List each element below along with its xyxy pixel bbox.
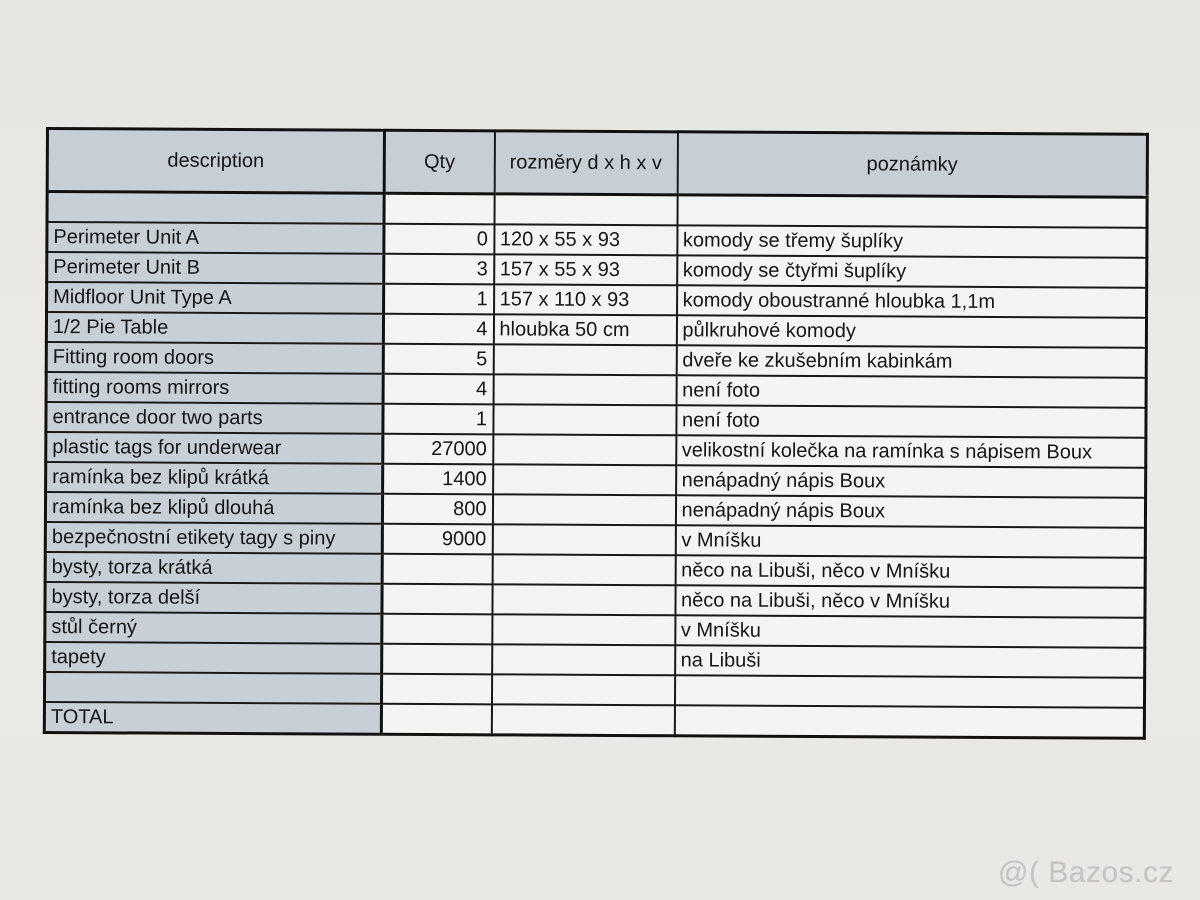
cell-qty xyxy=(382,554,492,585)
cell-description xyxy=(44,672,381,704)
cell-qty: 4 xyxy=(383,314,493,345)
cell-notes: něco na Libuši, něco v Mníšku xyxy=(675,555,1145,587)
cell-qty: 1 xyxy=(384,284,494,315)
cell-dimensions xyxy=(493,434,676,465)
cell-dimensions: 120 x 55 x 93 xyxy=(494,224,677,255)
cell-notes: není foto xyxy=(676,375,1146,407)
cell-description: ramínka bez klipů krátká xyxy=(46,462,383,494)
cell-description: tapety xyxy=(45,642,382,674)
cell-dimensions xyxy=(493,404,676,435)
cell-qty: 800 xyxy=(382,494,492,525)
cell-notes: komody se třemy šuplíky xyxy=(677,225,1147,257)
cell-description: ramínka bez klipů dlouhá xyxy=(45,492,382,524)
cell-notes: nenápadný nápis Boux xyxy=(676,465,1146,497)
watermark-text: @( Bazos.cz xyxy=(998,856,1174,889)
cell-notes: v Mníšku xyxy=(675,615,1145,647)
cell-qty: 4 xyxy=(383,374,493,405)
cell-dimensions xyxy=(492,644,675,675)
cell-description: TOTAL xyxy=(44,702,381,734)
header-qty: Qty xyxy=(384,130,494,194)
cell-notes: půlkruhové komody xyxy=(676,315,1146,347)
cell-notes: na Libuši xyxy=(675,645,1145,677)
cell-qty xyxy=(381,674,491,705)
cell-dimensions xyxy=(493,344,676,375)
cell-description: 1/2 Pie Table xyxy=(46,312,383,344)
cell-description: Midfloor Unit Type A xyxy=(47,282,384,314)
cell-description: bysty, torza krátká xyxy=(45,552,382,584)
cell-qty xyxy=(382,644,492,675)
cell-notes xyxy=(674,705,1144,738)
table-body xyxy=(44,192,1147,739)
cell-qty: 1 xyxy=(383,404,493,435)
cell-description: bezpečnostní etikety tagy s piny xyxy=(45,522,382,554)
cell-dimensions xyxy=(492,614,675,645)
cell-notes: komody se čtyřmi šuplíky xyxy=(677,255,1147,287)
cell-dimensions xyxy=(493,464,676,495)
cell-description: Perimeter Unit B xyxy=(47,252,384,284)
header-notes: poznámky xyxy=(677,132,1147,197)
header-row xyxy=(47,129,1147,198)
header-description: description xyxy=(47,129,384,194)
cell-qty xyxy=(381,704,491,735)
cell-dimensions xyxy=(494,194,677,225)
cell-description: bysty, torza delší xyxy=(45,582,382,614)
inventory-table xyxy=(43,127,1149,740)
cell-qty: 3 xyxy=(384,254,494,285)
cell-dimensions xyxy=(492,554,675,585)
cell-dimensions xyxy=(492,494,675,525)
cell-notes: v Mníšku xyxy=(675,525,1145,557)
cell-notes: nenápadný nápis Boux xyxy=(675,495,1145,527)
cell-qty: 9000 xyxy=(382,524,492,555)
cell-description: entrance door two parts xyxy=(46,402,383,434)
cell-notes: komody oboustranné hloubka 1,1m xyxy=(677,285,1147,317)
cell-description: Perimeter Unit A xyxy=(47,222,384,254)
cell-dimensions xyxy=(492,584,675,615)
cell-notes: není foto xyxy=(676,405,1146,437)
cell-description xyxy=(47,192,384,224)
cell-qty: 27000 xyxy=(383,434,493,465)
header-dimensions: rozměry d x h x v xyxy=(494,131,677,195)
cell-dimensions xyxy=(493,374,676,405)
cell-dimensions: hloubka 50 cm xyxy=(493,314,676,345)
cell-qty: 0 xyxy=(384,224,494,255)
cell-notes xyxy=(674,675,1144,707)
cell-qty xyxy=(382,614,492,645)
cell-description: stůl černý xyxy=(45,612,382,644)
cell-notes: velikostní kolečka na ramínka s nápisem Boux xyxy=(676,435,1146,467)
cell-qty: 5 xyxy=(383,344,493,375)
spreadsheet-printout xyxy=(43,127,1146,740)
cell-dimensions xyxy=(491,704,674,735)
cell-dimensions: 157 x 110 x 93 xyxy=(494,284,677,315)
cell-notes xyxy=(677,195,1147,228)
cell-qty: 1400 xyxy=(383,464,493,495)
cell-dimensions: 157 x 55 x 93 xyxy=(494,254,677,285)
table-row xyxy=(44,702,1144,738)
cell-notes: něco na Libuši, něco v Mníšku xyxy=(675,585,1145,617)
cell-qty xyxy=(382,584,492,615)
cell-notes: dveře ke zkušebním kabinkám xyxy=(676,345,1146,377)
cell-description: plastic tags for underwear xyxy=(46,432,383,464)
cell-qty xyxy=(384,193,494,224)
cell-dimensions xyxy=(492,524,675,555)
cell-description: fitting rooms mirrors xyxy=(46,372,383,404)
cell-dimensions xyxy=(491,674,674,705)
cell-description: Fitting room doors xyxy=(46,342,383,374)
